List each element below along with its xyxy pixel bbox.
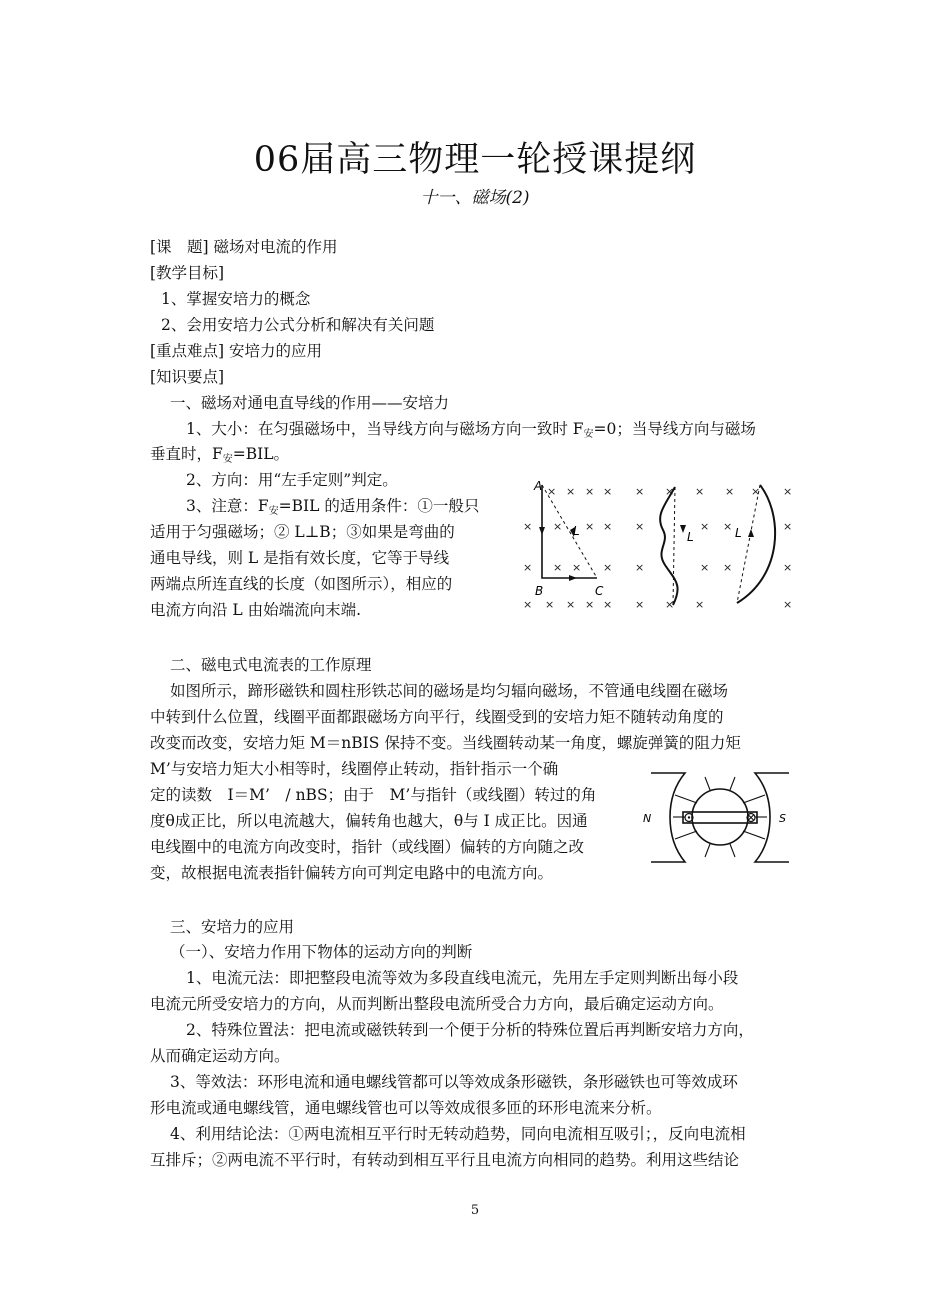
effective-length-figure [515, 475, 805, 620]
page-number: 5 [470, 1203, 480, 1218]
section3-sub1: （一）、安培力作用下物体的运动方向的判断 [170, 943, 473, 961]
section2-line1: 如图所示，蹄形磁铁和圆柱形铁芯间的磁场是均匀辐向磁场，不管通电线圈在磁场 [170, 682, 729, 700]
text-run: 3、注意：F [186, 497, 269, 515]
iron-core [692, 789, 748, 845]
label-n: N [643, 812, 652, 825]
text-run: 垂直时，F [150, 445, 223, 463]
label-a: A [534, 479, 543, 493]
section2-line2: 中转到什么位置，线圈平面都跟磁场方向平行，线圈受到的安培力矩不随转动角度的 [150, 708, 724, 726]
field-mark: × [665, 485, 675, 498]
section1-heading: 一、磁场对通电直导线的作用——安培力 [170, 394, 450, 412]
wire-abc [539, 485, 597, 581]
method4-line1: 4、利用结论法：①两电流相互平行时无转动趋势，同向电流相互吸引；，反向电流相 [170, 1125, 746, 1143]
goals-heading: [教学目标] [150, 264, 225, 282]
curved-wire-2 [737, 485, 775, 603]
method4-line2: 互排斥；②两电流不平行时，有转动到相互平行且电流方向相同的趋势。利用这些结论 [150, 1151, 740, 1169]
label-s: S [779, 812, 786, 825]
field-mark: × [635, 485, 645, 498]
field-mark: × [751, 485, 761, 498]
section3-heading: 三、安培力的应用 [170, 918, 295, 936]
field-mark: × [566, 598, 576, 611]
subscript: 安 [268, 506, 279, 517]
section1-p1-line1 [186, 419, 756, 445]
label-l-2: L [687, 530, 694, 544]
text-run: =BIL。 [232, 445, 290, 463]
keypoints-line: [重点难点] 安培力的应用 [150, 342, 323, 360]
text-run: =BIL 的适用条件：①一般只 [278, 497, 480, 515]
section2-line6: 度θ成正比，所以电流越大，偏转角也越大，θ与 I 成正比。因通 [150, 812, 588, 830]
topic-line: [课 题] 磁场对电流的作用 [150, 238, 338, 256]
text-run: 1、大小：在匀强磁场中，当导线方向与磁场方向一致时 F [186, 420, 584, 438]
knowledge-heading: [知识要点] [150, 368, 225, 386]
field-mark: × [547, 485, 557, 498]
section1-p3-line1 [186, 496, 479, 522]
label-l-3: L [735, 526, 742, 540]
field-mark: × [603, 561, 613, 574]
text-run: =0；当导线方向与磁场 [593, 420, 756, 438]
section2-heading: 二、磁电式电流表的工作原理 [170, 656, 372, 674]
page-subtitle: 十一、磁场(2) [420, 188, 530, 208]
field-mark: × [700, 520, 710, 533]
label-l: L [573, 524, 580, 538]
section1-p2: 2、方向：用“左手定则”判定。 [186, 471, 398, 489]
section2-line8: 变，故根据电流表指针偏转方向可判定电路中的电流方向。 [150, 864, 554, 882]
subscript: 安 [222, 454, 233, 465]
current-out-dot [688, 816, 690, 818]
field-mark: × [783, 561, 793, 574]
label-b: B [535, 584, 544, 598]
field-mark: × [635, 561, 645, 574]
field-mark: × [545, 598, 555, 611]
field-mark: × [665, 598, 675, 611]
field-mark: × [523, 520, 533, 533]
method3-line2: 形电流或通电螺线管，通电螺线管也可以等效成很多匝的环形电流来分析。 [150, 1099, 662, 1117]
section1-p3-line3: 通电导线，则 L 是指有效长度，它等于导线 [150, 549, 450, 567]
field-mark: × [585, 485, 595, 498]
field-mark: × [553, 561, 563, 574]
section2-line4: M’与安培力矩大小相等时，线圈停止转动，指针指示一个确 [150, 760, 559, 778]
field-marks-right [635, 485, 792, 611]
method1-line1: 1、电流元法：即把整段电流等效为多段直线电流元，先用左手定则判断出每小段 [186, 969, 739, 987]
field-mark: × [603, 520, 613, 533]
field-mark: × [523, 561, 533, 574]
method2-line1: 2、特殊位置法：把电流或磁铁转到一个便于分析的特殊位置后再判断安培力方向， [186, 1021, 754, 1039]
current-in-cross [748, 815, 754, 821]
section1-p1-line2 [150, 444, 289, 470]
galvanometer-figure [645, 765, 795, 870]
field-mark: × [783, 485, 793, 498]
label-c: C [595, 584, 604, 598]
field-mark: × [783, 598, 793, 611]
goal-1: 1、掌握安培力的概念 [161, 290, 311, 308]
field-mark: × [585, 598, 595, 611]
method3-line1: 3、等效法：环形电流和通电螺线管都可以等效成条形磁铁，条形磁铁也可等效成环 [170, 1073, 738, 1091]
goal-2: 2、会用安培力公式分析和解决有关问题 [161, 316, 435, 334]
field-mark: × [723, 520, 733, 533]
section1-p3-line2: 适用于匀强磁场；② L⊥B；③如果是弯曲的 [150, 523, 455, 541]
field-mark: × [572, 561, 582, 574]
field-mark: × [695, 598, 705, 611]
field-mark: × [566, 485, 576, 498]
section1-p3-line5: 电流方向沿 L 由始端流向末端. [150, 601, 362, 619]
section1-p3-line4: 两端点所连直线的长度（如图所示），相应的 [150, 575, 453, 593]
field-mark: × [603, 598, 613, 611]
field-mark: × [725, 485, 735, 498]
field-mark: × [585, 520, 595, 533]
field-mark: × [723, 561, 733, 574]
method2-line2: 从而确定运动方向。 [150, 1047, 290, 1065]
field-mark: × [700, 561, 710, 574]
page-title: 06届高三物理一轮授课提纲 [253, 140, 697, 180]
field-mark: × [553, 520, 563, 533]
section2-line3: 改变而改变，安培力矩 M＝nBIS 保持不变。当线圈转动某一角度，螺旋弹簧的阻力矩 [150, 734, 741, 752]
section2-line5: 定的读数 I＝M’ / nBS；由于 M’与指针（或线圈）转过的角 [150, 786, 597, 804]
field-mark: × [523, 598, 533, 611]
field-mark: × [603, 485, 613, 498]
field-mark: × [635, 520, 645, 533]
field-mark: × [783, 520, 793, 533]
section2-line7: 电线圈中的电流方向改变时，指针（或线圈）偏转的方向随之改 [150, 838, 585, 856]
method1-line2: 电流元所受安培力的方向，从而判断出整段电流所受合力方向，最后确定运动方向。 [150, 995, 724, 1013]
curved-wire-1 [660, 487, 686, 605]
coil [683, 812, 757, 823]
subscript: 安 [583, 429, 594, 440]
field-mark: × [695, 485, 705, 498]
field-mark: × [635, 598, 645, 611]
